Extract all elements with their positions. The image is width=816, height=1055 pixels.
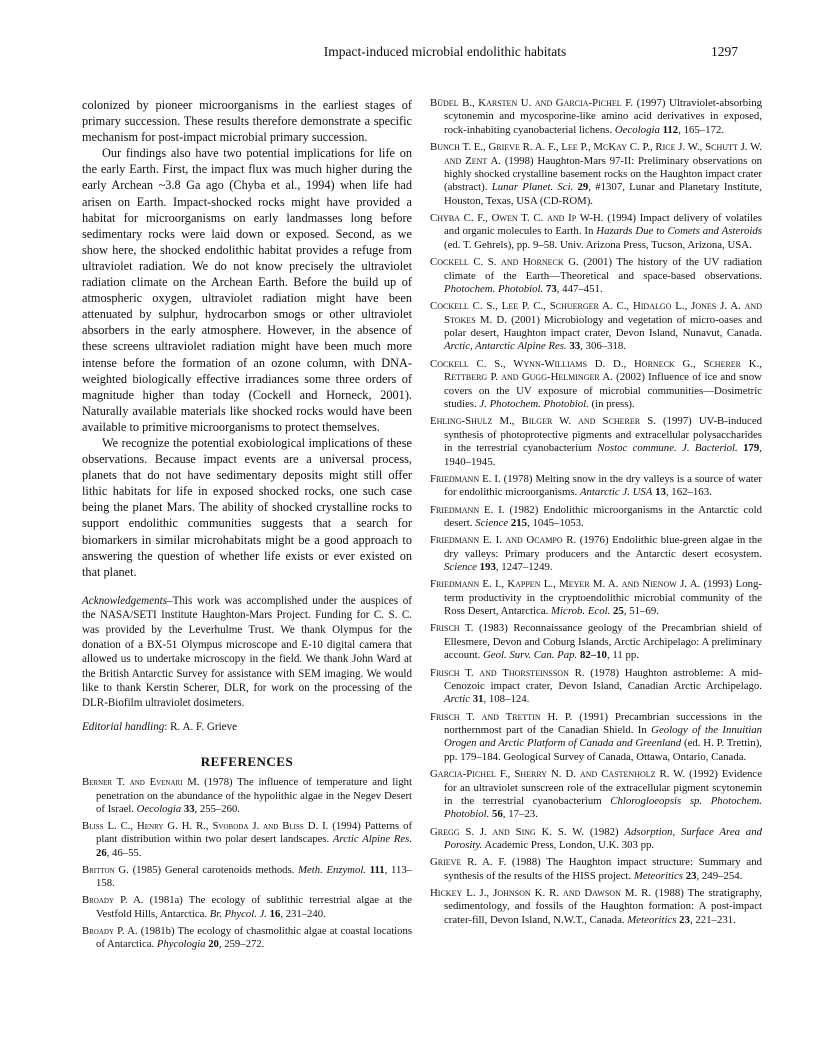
reference-journal: Br. Phycol. J. xyxy=(209,907,267,920)
reference-journal: Lunar Planet. Sci. xyxy=(491,181,574,194)
reference-authors: Cockell C. S. and Horneck G. xyxy=(430,256,579,269)
references-list-right xyxy=(430,97,762,927)
reference-entry xyxy=(430,856,762,883)
reference-text: (1981a) The ecology of sublithic terrestrial algae at the Vestfold Hills, Antarctica. xyxy=(96,894,412,920)
reference-text: (1982) xyxy=(584,825,625,838)
reference-journal: J. Photochem. Photobiol. xyxy=(479,397,589,410)
reference-text: (2001) Microbiology and vegetation of micro-oases and polar desert, Haughton impact crater, Devon Island, Nunavut, Canada. xyxy=(444,313,762,340)
reference-volume: 20 xyxy=(208,938,219,950)
reference-journal: Nostoc commune. J. Bacteriol. xyxy=(597,442,738,455)
reference-journal: Arctic, Antarctic Alpine Res. xyxy=(444,340,567,353)
reference-authors: Cockell C. S., Wynn-Williams D. D., Horneck G., Scherer K., Rettberg P. and Gugg-Helminger A. xyxy=(430,357,762,384)
reference-authors: Ehling-Shulz M., Bilger W. and Scherer S. xyxy=(430,415,656,428)
reference-volume: 56 xyxy=(492,808,503,821)
reference-journal: Meteoritics xyxy=(633,869,683,882)
reference-authors: Gregg S. J. and Sing K. S. W. xyxy=(430,825,585,838)
body-paragraph: Our findings also have two potential implications for life on the early Earth. First, the impact flux was much higher during the early Archean ~3.8 Ga ago (Chyba et al., 1994) when life had arisen on Earth. Impact-shocked rocks might have provided a habitat for microorganisms on early landmasses long before sedimentary rocks were laid down or exposed. Second, as we show here, the shocked endolithic habitat provides a refuge from ultraviolet radiation. We do not know precisely the ultraviolet radiation climate on the Archean Earth. Before the build up of atmospheric oxygen, ultraviolet radiation might have been attenuated by sulphur, hydrocarbon smogs or other ultraviolet absorbers in the early atmosphere. However, in the absence of these screens ultraviolet radiation might have been much more intense before the formation of an ozone column, with DNA-weighted biologically effective irradiances some three orders of magnitude higher than today (Cockell and Horneck, 2001). Naturally available materials like shocked rocks would have been available to primitive microorganisms to protect themselves. xyxy=(82,146,412,434)
reference-volume: 193 xyxy=(479,561,496,574)
reference-entry xyxy=(430,212,762,252)
reference-entry xyxy=(430,826,762,853)
reference-text: (1997) Ultraviolet-absorbing scytonemin and mycosporine-like amino acid derivatives in exposed, rock-inhabiting cyanobacterial lichens. xyxy=(444,97,762,136)
reference-pages: , 1247–1249. xyxy=(495,561,553,574)
reference-journal: Oecologia xyxy=(614,123,660,136)
reference-authors: Broady P. A. xyxy=(82,894,144,907)
reference-authors: Chyba C. F., Owen T. C. and Ip W-H. xyxy=(430,212,604,225)
reference-authors: Berner T. and Evenari M. xyxy=(82,776,200,789)
references-list-left xyxy=(82,776,412,951)
reference-volume: 111 xyxy=(369,863,385,876)
reference-pages: , #1307, Lunar and Planetary Institute, Houston, Texas, USA (CD-ROM). xyxy=(444,181,762,207)
reference-authors: Friedmann E. I. and Ocampo R. xyxy=(430,534,577,547)
reference-pages: (ed. T. Gehrels), pp. 9–58. Univ. Arizona Press, Tucson, Arizona, USA. xyxy=(444,238,752,251)
reference-pages: , 165–172. xyxy=(678,123,725,136)
reference-entry xyxy=(82,820,412,860)
reference-entry xyxy=(430,887,762,927)
reference-entry xyxy=(430,358,762,412)
reference-entry xyxy=(82,894,412,921)
reference-entry xyxy=(82,925,412,952)
reference-authors: Britton G. xyxy=(82,863,129,876)
reference-pages: Academic Press, London, U.K. 303 pp. xyxy=(482,839,655,852)
reference-pages: , 306–318. xyxy=(580,340,627,353)
reference-volume: 16 xyxy=(269,907,281,920)
body-text xyxy=(82,97,412,580)
reference-entry xyxy=(430,473,762,500)
reference-volume: 31 xyxy=(472,693,484,706)
reference-text: (1988) The Haughton impact structure: Summary and synthesis of the results of the HISS project. xyxy=(444,856,762,882)
body-paragraph: colonized by pioneer microorganisms in the earliest stages of primary succession. These results therefore demonstrate a specific mechanism for post-impact microbial primary succession. xyxy=(82,98,412,145)
reference-volume: 112 xyxy=(662,123,679,136)
reference-authors: Bliss L. C., Henry G. H. R., Svoboda J. and Bliss D. I. xyxy=(82,819,329,832)
reference-text: (1978) The influence of temperature and light penetration on the abundance of the hypolithic algae in the Negev Desert of Israel. xyxy=(96,776,412,815)
reference-authors: Cockell C. S., Lee P. C., Schuerger A. C., Hidalgo L., Jones J. A. and Stokes M. D. xyxy=(430,300,762,326)
reference-text: (2001) The history of the UV radiation climate of the Earth—Theoretical and space-based observations. xyxy=(444,256,762,282)
reference-text: (1997) UV-B-induced synthesis of photoprotective pigments and extracellular polysaccharides in the terrestrial cyanobacterium xyxy=(444,415,763,455)
reference-pages: (ed. H. P. Trettin), pp. 179–184. Geological Survey of Canada, Ottawa, Ontario, Canada. xyxy=(444,737,762,763)
reference-authors: Hickey L. J., Johnson K. R. and Dawson M. R. xyxy=(430,887,652,900)
reference-pages: , 17–23. xyxy=(502,808,538,821)
reference-authors: Bunch T. E., Grieve R. A. F., Lee P., McKay C. P., Rice J. W., Schutt J. W. and Zent A. xyxy=(430,141,762,167)
reference-text: (1994) Impact delivery of volatiles and organic molecules to Earth. In xyxy=(444,212,762,238)
reference-entry xyxy=(430,504,762,531)
reference-journal: Adsorption, Surface Area and Porosity. xyxy=(444,825,762,852)
reference-authors: Broady P. A. xyxy=(82,924,138,937)
reference-volume: 23 xyxy=(679,913,690,926)
reference-entry xyxy=(430,622,762,662)
reference-text: (1981b) The ecology of chasmolithic algae at coastal locations of Antarctica. xyxy=(96,924,412,950)
reference-entry xyxy=(430,300,762,354)
reference-pages: , 1045–1053. xyxy=(527,516,584,529)
reference-pages: , 249–254. xyxy=(696,869,743,882)
reference-text: (1976) Endolithic blue-green algae in the dry valleys: Primary producers and the Antarctic desert ecosystem. xyxy=(444,534,763,560)
left-column xyxy=(82,97,412,955)
reference-journal: Meth. Enzymol. xyxy=(298,863,366,876)
reference-volume: 73 xyxy=(545,282,557,295)
reference-journal: Photochem. Photobiol. xyxy=(444,282,544,295)
page-number: 1297 xyxy=(711,44,738,59)
reference-pages: , 11 pp. xyxy=(606,649,639,662)
editorial-label: Editorial handling xyxy=(82,720,165,733)
right-column xyxy=(430,97,762,931)
reference-journal: Science xyxy=(444,561,477,574)
reference-pages: , 162–163. xyxy=(665,486,712,499)
reference-pages: (in press). xyxy=(588,397,635,410)
reference-entry xyxy=(82,776,412,816)
reference-text: (2002) Influence of ice and snow covers on the UV exposure of microbial communities—Dosimetric studies. xyxy=(444,371,762,410)
reference-text: (1993) Long-term productivity in the cryptoendolithic microbial community of the Ross Desert, Antarctica. xyxy=(444,578,762,618)
reference-journal: Microb. Ecol. xyxy=(551,605,611,618)
reference-text: (1978) Haughton astrobleme: A mid-Cenozoic impact crater, Devon Island, Canadian Arctic Archipelago. xyxy=(444,666,762,692)
reference-volume: 25 xyxy=(613,605,624,618)
reference-pages: , 113–158. xyxy=(96,863,413,890)
reference-authors: Friedmann E. I. xyxy=(430,472,501,485)
reference-volume: 23 xyxy=(685,869,697,882)
reference-authors: Friedmann E. I. xyxy=(430,503,505,516)
reference-pages: , 255–260. xyxy=(194,802,240,815)
reference-pages: , 221–231. xyxy=(689,913,736,926)
reference-pages: , 1940–1945. xyxy=(444,442,762,468)
reference-entry xyxy=(430,578,762,618)
reference-volume: 26 xyxy=(96,846,107,859)
reference-volume: 33 xyxy=(569,340,581,353)
reference-journal: Antarctic J. USA xyxy=(579,486,653,499)
reference-journal: Science xyxy=(475,516,509,529)
reference-text: (1988) The stratigraphy, sedimentology, and fossils of the Haughton formation: A post-impact crater-fill, Devon Island, N.W.T., Canada. xyxy=(444,887,762,926)
reference-authors: Friedmann E. I., Kappen L., Meyer M. A. and Nienow J. A. xyxy=(430,578,701,591)
reference-entry xyxy=(430,711,762,765)
reference-entry xyxy=(430,97,762,137)
reference-journal: Arctic Alpine Res. xyxy=(332,833,412,846)
reference-volume: 179 xyxy=(743,442,760,455)
references-heading: REFERENCES xyxy=(200,754,294,770)
reference-text: (1978) Melting snow in the dry valleys is a source of water for endolithic microorganisms. xyxy=(444,472,762,499)
reference-volume: 215 xyxy=(510,516,528,529)
reference-journal: Geol. Surv. Can. Pap. xyxy=(482,649,578,662)
reference-volume: 82–10 xyxy=(579,649,607,662)
reference-text: (1998) Haughton-Mars 97-II: Preliminary observations on highly shocked crystalline basement rocks on the Haughton impact crater (abstract). xyxy=(444,154,762,194)
reference-journal: Geology of the Innuitian Orogen and Arctic Platform of Canada and Greenland xyxy=(444,724,762,750)
reference-text: (1985) General carotenoids methods. xyxy=(128,863,299,876)
reference-volume: 33 xyxy=(183,802,195,815)
reference-entry xyxy=(430,141,762,208)
acknowledgements xyxy=(82,594,412,711)
reference-text: (1994) Patterns of plant distribution within two polar desert landscapes. xyxy=(96,819,412,846)
reference-pages: , 51–69. xyxy=(623,605,659,618)
reference-pages: , 259–272. xyxy=(218,938,265,950)
reference-volume: 13 xyxy=(655,486,666,499)
reference-entry xyxy=(430,415,762,469)
reference-entry xyxy=(430,768,762,822)
reference-authors: Frisch T. xyxy=(430,622,474,635)
running-title: Impact-induced microbial endolithic habitats xyxy=(323,44,567,59)
reference-journal: Hazards Due to Comets and Asteroids xyxy=(596,225,762,238)
reference-journal: Phycologia xyxy=(156,938,206,950)
reference-text: (1983) Reconnaissance geology of the Precambrian shield of Ellesmere, Devon and Coburg Islands, Arctic Archipelago: A preliminary account. xyxy=(444,622,762,662)
reference-authors: Büdel B., Karsten U. and Garcia-Pichel F. xyxy=(430,97,634,109)
reference-authors: Garcia-Pichel F., Sherry N. D. and Castenholz R. W. xyxy=(430,768,686,781)
editorial-text: : R. A. F. Grieve xyxy=(164,720,238,733)
reference-pages: , 108–124. xyxy=(483,693,530,706)
reference-journal: Meteoritics xyxy=(627,913,677,926)
body-paragraph: We recognize the potential exobiological implications of these observations. Because impact events are a universal process, planets that do not have sedimentary deposits might still offer lithic habitats for life in exposed shocked rocks, one such case being the planet Mars. The ability of shocked crystalline rocks to support endolithic communities suggests that a search for biomarkers in similar microhabitats might be a good approach to answering the question of whether life exists or ever existed on that planet. xyxy=(82,435,412,579)
editorial-handling xyxy=(82,720,412,735)
reference-text: (1991) Precambrian successions in the northernmost part of the Canadian Shield. In xyxy=(444,710,762,737)
reference-entry xyxy=(430,256,762,296)
reference-pages: , 231–240. xyxy=(280,907,326,920)
reference-entry xyxy=(430,534,762,574)
reference-authors: Frisch T. and Trettin H. P. xyxy=(430,710,573,723)
reference-entry xyxy=(82,864,412,891)
reference-text: (1982) Endolithic microorganisms in the Antarctic cold desert. xyxy=(444,503,762,529)
reference-journal: Oecologia xyxy=(136,802,182,815)
reference-pages: , 447–451. xyxy=(556,282,603,295)
reference-volume: 29 xyxy=(577,181,589,194)
reference-authors: Grieve R. A. F. xyxy=(430,856,507,869)
reference-journal: Arctic xyxy=(444,693,470,706)
reference-text: (1992) Evidence for an ultraviolet sunscreen role of the extracellular pigment scytonemin in the terrestrial cyanobacterium xyxy=(444,768,762,807)
reference-journal: Chlorogloeopsis sp. Photochem. Photobiol. xyxy=(444,794,762,821)
acknowledgements-label: Acknowledgements xyxy=(82,594,168,607)
reference-authors: Frisch T. and Thorsteinsson R. xyxy=(430,666,585,679)
reference-entry xyxy=(430,667,762,707)
acknowledgements-text: –This work was accomplished under the auspices of the NASA/SETI Institute Haughton-Mars Project. Funding for C. S. C. was provided by the Leverhulme Trust. We thank Olympus for the donation of a BX-51 Olympus microscope and E-10 digital camera that allowed us to undertake microscopy in the field. We thank John Ward at the British Antarctic Survey for assistance with SEM imaging. We would like to thank Kerstin Scherer, DLR, for work on the processing of the DLR-Biofilm ultraviolet dosimeters. xyxy=(82,594,412,709)
reference-pages: , 46–55. xyxy=(106,846,142,859)
